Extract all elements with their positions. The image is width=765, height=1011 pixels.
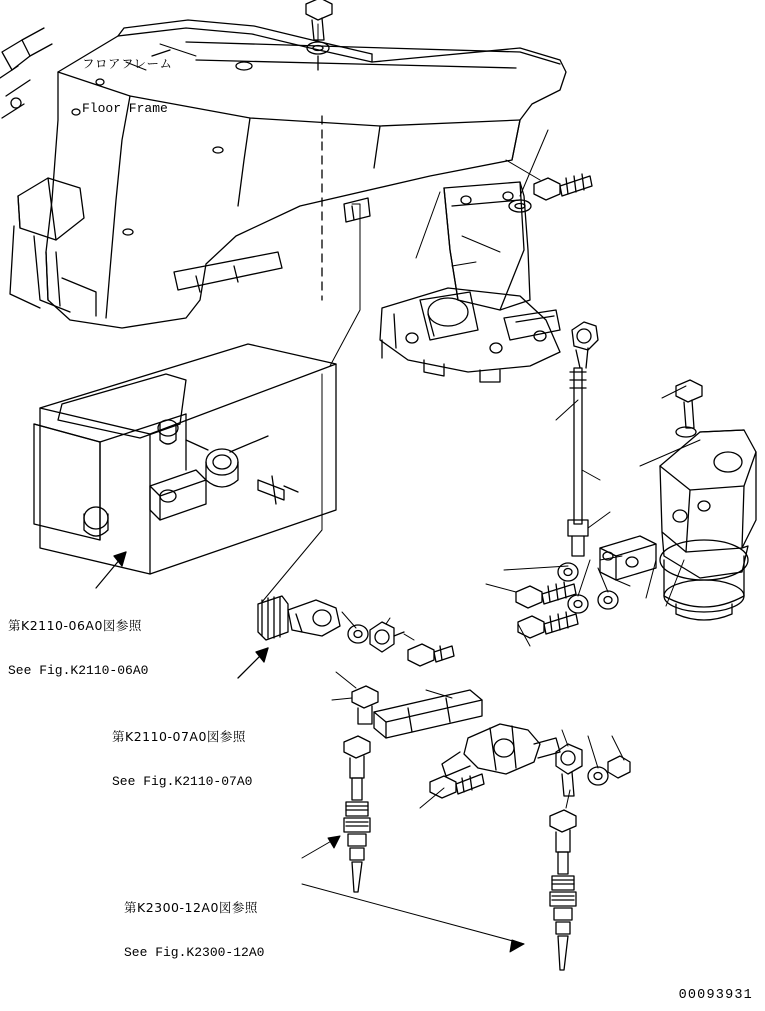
control-cable-left bbox=[344, 736, 370, 892]
label-floor-frame bbox=[82, 26, 173, 146]
control-cable-right bbox=[550, 810, 576, 970]
label-see-fig-k2110-07a0-en: See Fig.K2110-07A0 bbox=[112, 774, 253, 789]
console-box-assembly bbox=[34, 344, 336, 588]
swing-motor-assembly bbox=[660, 430, 756, 620]
top-bolt-washer bbox=[306, 0, 332, 300]
label-see-fig-k2110-07a0-jp: 第K2110-07A0図参照 bbox=[112, 729, 246, 744]
label-see-fig-k2110-07a0 bbox=[112, 699, 252, 819]
label-see-fig-k2300-12a0 bbox=[124, 870, 264, 990]
support-bracket bbox=[380, 182, 560, 382]
label-see-fig-k2110-06a0-en: See Fig.K2110-06A0 bbox=[8, 663, 149, 678]
label-floor-frame-en: Floor Frame bbox=[82, 101, 168, 116]
long-control-rod bbox=[568, 322, 598, 556]
label-see-fig-k2300-12a0-jp: 第K2300-12A0図参照 bbox=[124, 900, 258, 915]
fastener-cluster-right bbox=[516, 380, 702, 638]
label-see-fig-k2110-06a0 bbox=[8, 588, 148, 708]
label-see-fig-k2110-06a0-jp: 第K2110-06A0図参照 bbox=[8, 618, 142, 633]
label-see-fig-k2300-12a0-en: See Fig.K2300-12A0 bbox=[124, 945, 265, 960]
figure-part-number: 00093931 bbox=[678, 988, 753, 1003]
label-floor-frame-jp: フロアフレーム bbox=[82, 56, 173, 71]
